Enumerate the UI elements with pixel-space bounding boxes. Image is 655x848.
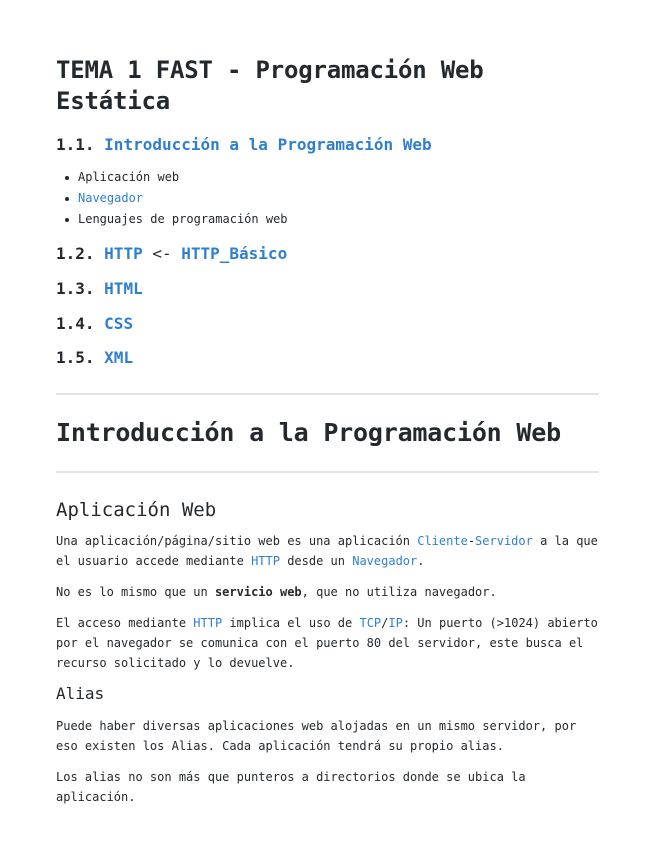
toc-number: 1.3. <box>56 279 95 298</box>
text-span: , que no utiliza navegador. <box>301 585 497 599</box>
toc-link-http-basico[interactable]: HTTP_Básico <box>181 244 288 263</box>
text-span: Una aplicación/página/sitio web es una aplicación <box>56 534 418 548</box>
text-span: : Un puerto (>1024) abierto por el navegador se comunica con el puerto 80 del servidor, este busca el recurso solicitado y lo devuelve. <box>56 616 598 670</box>
horizontal-rule <box>56 393 599 395</box>
toc-link-navegador[interactable]: Navegador <box>78 191 144 205</box>
document-title: TEMA 1 FAST - Programación Web Estática <box>56 56 484 115</box>
toc-link-introduccion[interactable]: Introducción a la Programación Web <box>104 135 432 154</box>
toc-entry-1-4 <box>56 314 599 334</box>
horizontal-rule <box>56 471 599 473</box>
toc-number: 1.2. <box>56 244 95 263</box>
text-span: implica el uso de <box>222 616 360 630</box>
link-servidor[interactable]: Servidor <box>475 534 533 548</box>
toc-sublist <box>56 167 599 230</box>
text-span: No es lo mismo que un <box>56 585 215 599</box>
link-http[interactable]: HTTP <box>251 554 280 568</box>
toc-number: 1.1. <box>56 135 95 154</box>
paragraph <box>56 582 599 602</box>
section-heading: Introducción a la Programación Web <box>56 418 561 447</box>
text-span: / <box>381 616 389 630</box>
toc-number: 1.5. <box>56 348 95 367</box>
link-http[interactable]: HTTP <box>193 616 223 630</box>
text-span: . <box>417 554 425 568</box>
paragraph: Los alias no son más que punteros a directorios donde se ubica la aplicación. <box>56 770 526 804</box>
toc-link-css[interactable]: CSS <box>104 314 134 333</box>
toc-subitem-aplicacion-web: Aplicación web <box>64 167 599 188</box>
paragraph <box>56 613 599 673</box>
bold-text: servicio web <box>214 585 302 599</box>
toc-subitem-lenguajes: Lenguajes de programación web <box>64 209 599 230</box>
paragraph: Puede haber diversas aplicaciones web alojadas en un mismo servidor, por eso existen los Alias. Cada aplicación tendrá su propio alias. <box>56 719 577 753</box>
toc-subitem-navegador[interactable] <box>64 188 599 209</box>
text-span: - <box>467 534 476 548</box>
subsection-heading-aplicacion-web: Aplicación Web <box>56 499 217 521</box>
paragraph <box>56 531 599 571</box>
toc-link-html[interactable]: HTML <box>104 279 143 298</box>
toc-entry-1-1 <box>56 135 599 155</box>
toc-entry-1-5 <box>56 348 599 368</box>
link-tcp[interactable]: TCP <box>359 616 382 630</box>
toc-entry-1-2 <box>56 244 599 264</box>
toc-number: 1.4. <box>56 314 95 333</box>
link-navegador[interactable]: Navegador <box>352 554 418 568</box>
subsection-heading-alias: Alias <box>56 684 105 703</box>
text-span: a la que el usuario accede mediante <box>56 534 598 568</box>
link-ip[interactable]: IP <box>388 616 403 630</box>
toc-link-http[interactable]: HTTP <box>104 244 143 263</box>
link-cliente[interactable]: Cliente <box>417 534 468 548</box>
toc-entry-1-3 <box>56 279 599 299</box>
toc-link-xml[interactable]: XML <box>104 348 134 367</box>
text-span: desde un <box>279 554 353 568</box>
toc-separator: <- <box>142 244 182 263</box>
text-span: El acceso mediante <box>56 616 194 630</box>
